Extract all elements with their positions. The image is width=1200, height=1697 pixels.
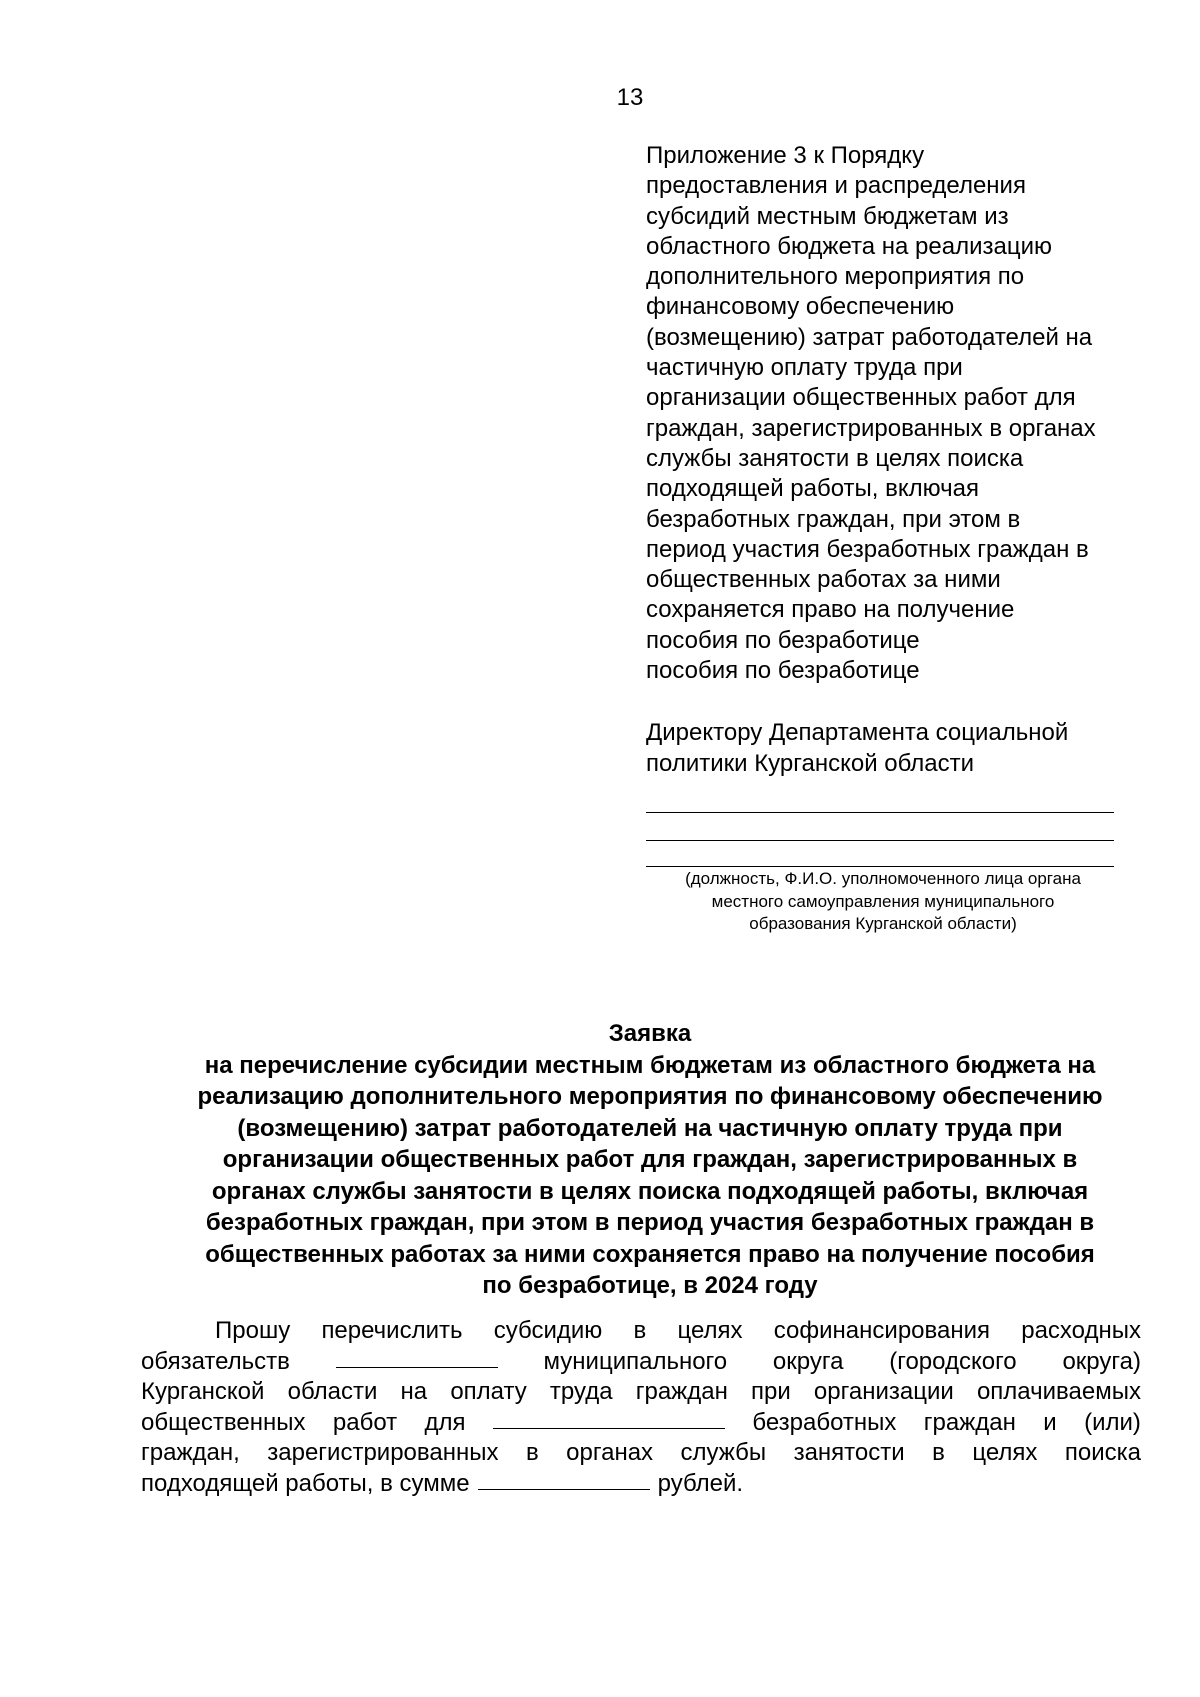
appendix-line: подходящей работы, включая	[646, 475, 979, 503]
appendix-line: Приложение 3 к Порядку	[646, 142, 925, 169]
request-word: (или)	[1084, 1408, 1141, 1436]
request-word: для	[424, 1408, 466, 1436]
request-word: на	[400, 1378, 428, 1405]
document-title	[130, 1018, 1170, 1302]
caption-line: образования Курганской области)	[749, 914, 1017, 933]
request-paragraph	[141, 1316, 1141, 1499]
request-word: софинансирования	[773, 1317, 990, 1344]
page-number: 13	[616, 84, 644, 111]
blank-field-line	[646, 812, 1114, 813]
request-word: муниципального	[543, 1347, 728, 1375]
appendix-line: организации общественных работ для	[646, 384, 1076, 412]
addressee-line: Директору Департамента социальной	[646, 719, 1069, 746]
request-word: оплату	[450, 1378, 527, 1405]
title-line: общественных работах за ними сохраняется право на получение пособия	[205, 1240, 1095, 1268]
appendix-line: службы занятости в целях поиска	[646, 444, 1024, 472]
addressee-block	[646, 717, 1166, 779]
appendix-line: финансовому обеспечению	[646, 293, 955, 321]
appendix-line: частичную оплату труда при	[646, 354, 963, 382]
appendix-line: период участия безработных граждан в	[646, 535, 1089, 563]
request-word: субсидию	[493, 1317, 603, 1344]
field-caption	[628, 868, 1138, 936]
request-word: граждан	[635, 1378, 728, 1405]
title-line: (возмещению) затрат работодателей на частичную оплату труда при	[237, 1114, 1063, 1142]
request-word: занятости	[793, 1439, 905, 1466]
request-word: и	[1043, 1408, 1057, 1436]
request-word: Прошу	[215, 1317, 291, 1344]
appendix-reference	[646, 141, 1166, 686]
request-word: области	[287, 1378, 378, 1405]
request-word: (городского	[889, 1347, 1017, 1375]
request-word: в	[525, 1439, 539, 1466]
blank-citizen-count	[493, 1408, 725, 1429]
blank-amount	[478, 1469, 650, 1490]
request-word: округа)	[1062, 1347, 1141, 1375]
title-line: безработных граждан, при этом в период участия безработных граждан в	[205, 1209, 1095, 1236]
request-word: округа	[772, 1347, 844, 1375]
request-word: общественных	[141, 1408, 306, 1436]
title-lines	[130, 1050, 1170, 1302]
request-word: граждан,	[141, 1439, 240, 1466]
caption-line: местного самоуправления муниципального	[711, 891, 1055, 911]
title-line: органах службы занятости в целях поиска подходящей работы, включая	[211, 1177, 1089, 1205]
request-word: в	[633, 1317, 647, 1344]
request-line	[141, 1469, 1141, 1500]
request-word: труда	[549, 1378, 613, 1405]
request-line	[141, 1316, 1141, 1347]
appendix-line: пособия по безработице	[646, 657, 920, 685]
request-line	[141, 1347, 1141, 1378]
appendix-line: пособия по безработице	[646, 626, 920, 654]
request-line	[141, 1438, 1141, 1469]
request-word: Курганской	[141, 1378, 265, 1405]
title-line: на перечисление субсидии местным бюджетам из областного бюджета на	[204, 1051, 1096, 1079]
appendix-line: предоставления и распределения	[646, 172, 1026, 200]
blank-municipality	[336, 1347, 498, 1368]
request-word: поиска	[1064, 1439, 1141, 1466]
appendix-line: областного бюджета на реализацию	[646, 232, 1052, 260]
appendix-line: граждан, зарегистрированных в органах	[646, 414, 1096, 442]
request-word: работ	[332, 1408, 398, 1436]
request-word: безработных	[752, 1408, 897, 1436]
request-word: рублей.	[657, 1469, 744, 1497]
blank-field-line	[646, 840, 1114, 841]
request-word: целях	[677, 1317, 743, 1344]
appendix-line: дополнительного мероприятия по	[646, 263, 1025, 291]
request-line	[141, 1377, 1141, 1408]
appendix-line: общественных работах за ними	[646, 566, 1001, 594]
request-word: оплачиваемых	[976, 1378, 1141, 1405]
appendix-line: безработных граждан, при этом в	[646, 505, 1021, 533]
request-word: перечислить	[321, 1317, 463, 1344]
request-word: организации	[813, 1378, 954, 1405]
request-word: зарегистрированных	[267, 1439, 499, 1466]
blank-field-line	[646, 866, 1114, 867]
appendix-line: субсидий местным бюджетам из	[646, 202, 1009, 230]
request-word: подходящей работы, в сумме	[141, 1469, 470, 1497]
title-line: реализацию дополнительного мероприятия по финансовому обеспечению	[197, 1083, 1103, 1110]
title-line: по безработице, в 2024 году	[482, 1272, 818, 1299]
request-word: целях	[972, 1439, 1038, 1466]
request-word: в	[932, 1439, 945, 1466]
appendix-line: сохраняется право на получение	[646, 596, 1015, 624]
title-heading: Заявка	[608, 1020, 692, 1047]
request-word: расходных	[1021, 1317, 1141, 1344]
request-word: органах	[566, 1439, 654, 1466]
request-word: обязательств	[141, 1347, 290, 1375]
title-line: организации общественных работ для граждан, зарегистрированных в	[222, 1146, 1078, 1173]
addressee-line: политики Курганской области	[646, 750, 975, 777]
request-word: граждан	[923, 1408, 1016, 1436]
caption-line: (должность, Ф.И.О. уполномоченного лица органа	[685, 869, 1081, 888]
request-word: при	[751, 1378, 791, 1405]
appendix-line: (возмещению) затрат работодателей на	[646, 323, 1093, 351]
request-line	[141, 1408, 1141, 1439]
request-word: службы	[680, 1439, 767, 1466]
